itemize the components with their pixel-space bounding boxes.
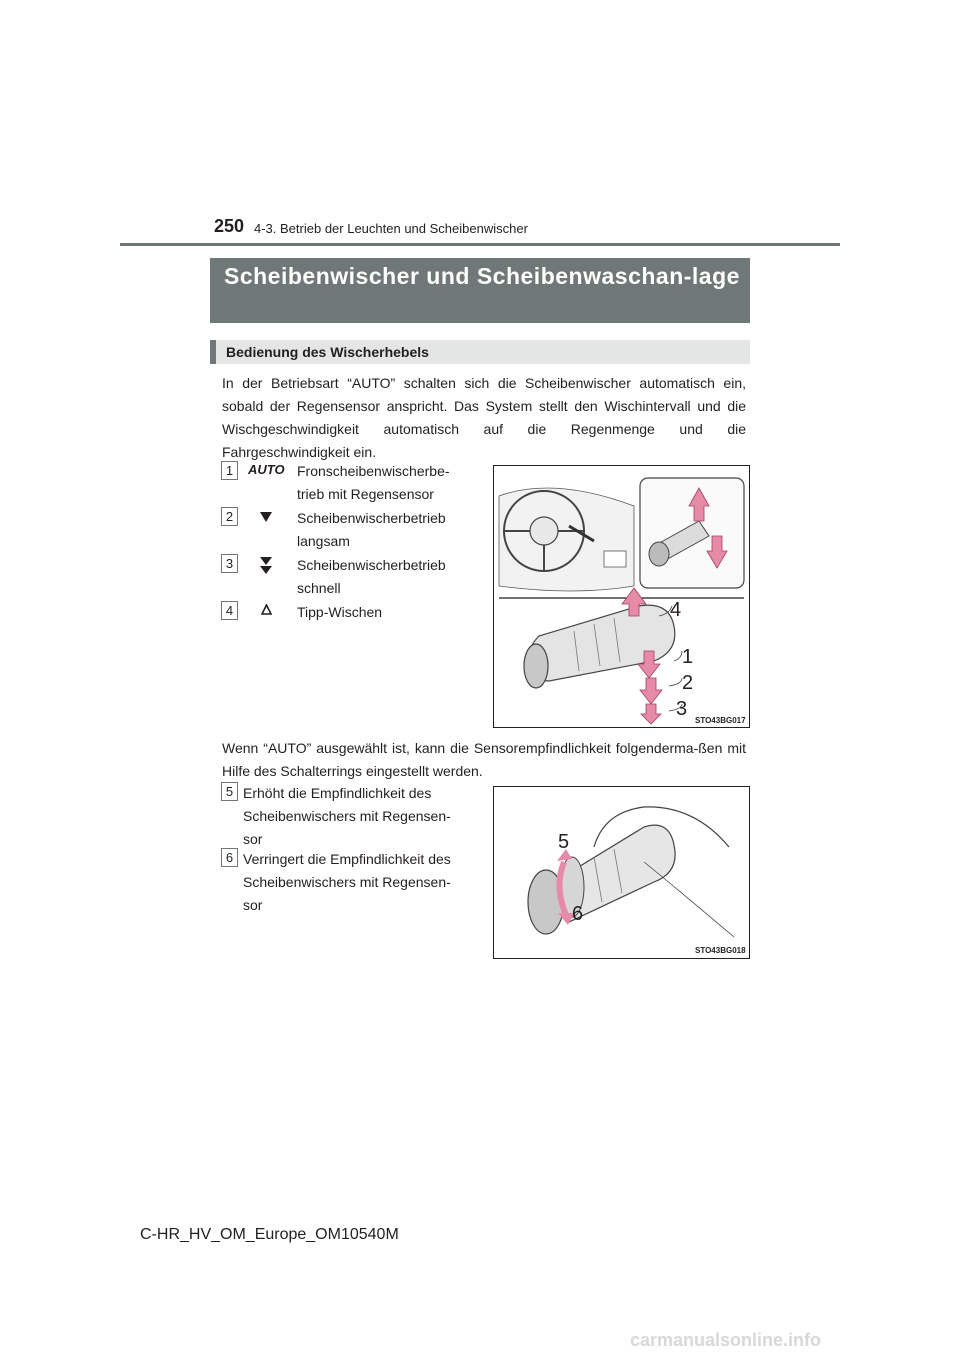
subheading-accent-bar xyxy=(210,340,216,364)
subheading: Bedienung des Wischerhebels xyxy=(226,344,429,360)
item-number-4: 4 xyxy=(221,601,238,620)
figure1-callout-3: 3 xyxy=(676,698,688,720)
slow-wipe-triangle-icon xyxy=(260,512,272,522)
item-5-line-2: Scheibenwischers mit Regensen- xyxy=(243,808,451,824)
figure2-callout-6: 6 xyxy=(572,903,584,925)
item-4-line-1: Tipp-Wischen xyxy=(297,604,383,620)
figure1-callout-1: 1 xyxy=(682,646,694,668)
figure1-caption: STO43BG017 xyxy=(695,716,746,725)
figure1-callout-4: 4 xyxy=(670,599,682,621)
item-6-line-1: Verringert die Empfindlichkeit des xyxy=(243,851,451,867)
sensitivity-paragraph: Wenn “AUTO” ausgewählt ist, kann die Sensorempfindlichkeit folgenderma-ßen mit Hilfe des Schalterrings eingestellt werden. xyxy=(222,740,746,779)
header-rule xyxy=(120,243,840,246)
wiper-lever-illustration xyxy=(493,465,750,728)
item-6-line-2: Scheibenwischers mit Regensen- xyxy=(243,874,451,890)
item-number-1: 1 xyxy=(221,461,238,480)
item-5-line-3: sor xyxy=(243,831,263,847)
page-title: Scheibenwischer und Scheibenwaschan-lage xyxy=(224,263,740,289)
title-banner xyxy=(210,258,750,323)
section-header: 4-3. Betrieb der Leuchten und Scheibenwischer xyxy=(254,221,528,236)
item-3-line-2: schnell xyxy=(297,580,341,596)
intro-paragraph: In der Betriebsart “AUTO” schalten sich die Scheibenwischer automatisch ein, sobald der Regensensor anspricht. Das System stellt den Wischintervall und die Wischgeschwindigkeit automatisch auf die Regenmenge und die Fahrgeschwindigkeit ein. xyxy=(222,375,746,460)
subheading-banner xyxy=(210,340,750,364)
sensitivity-ring-illustration xyxy=(493,786,750,959)
auto-symbol-icon: AUTO xyxy=(248,462,285,477)
item-number-6: 6 xyxy=(221,848,238,867)
figure1-callout-2: 2 xyxy=(682,672,694,694)
item-number-5: 5 xyxy=(221,782,238,801)
wiper-lever-drawing xyxy=(494,466,749,727)
item-1-line-1: Fronscheibenwischerbe- xyxy=(297,463,450,479)
figure2-caption: STO43BG018 xyxy=(695,946,746,955)
item-number-2: 2 xyxy=(221,507,238,526)
item-number-3: 3 xyxy=(221,554,238,573)
footer-document-id: C-HR_HV_OM_Europe_OM10540M xyxy=(140,1226,399,1243)
item-6-line-3: sor xyxy=(243,897,263,913)
item-5-line-1: Erhöht die Empfindlichkeit des xyxy=(243,785,432,801)
item-3-line-1: Scheibenwischerbetrieb xyxy=(297,557,446,573)
sensitivity-ring-drawing xyxy=(494,787,749,958)
figure2-callout-5: 5 xyxy=(558,831,570,853)
watermark: carmanualsonline.info xyxy=(630,1330,822,1350)
item-2-line-2: langsam xyxy=(297,533,350,549)
page-number: 250 xyxy=(214,216,245,236)
mist-wipe-open-triangle-icon xyxy=(261,604,272,615)
item-2-line-1: Scheibenwischerbetrieb xyxy=(297,510,446,526)
fast-wipe-double-triangle-icon xyxy=(260,557,272,575)
item-1-line-2: trieb mit Regensensor xyxy=(297,486,434,502)
